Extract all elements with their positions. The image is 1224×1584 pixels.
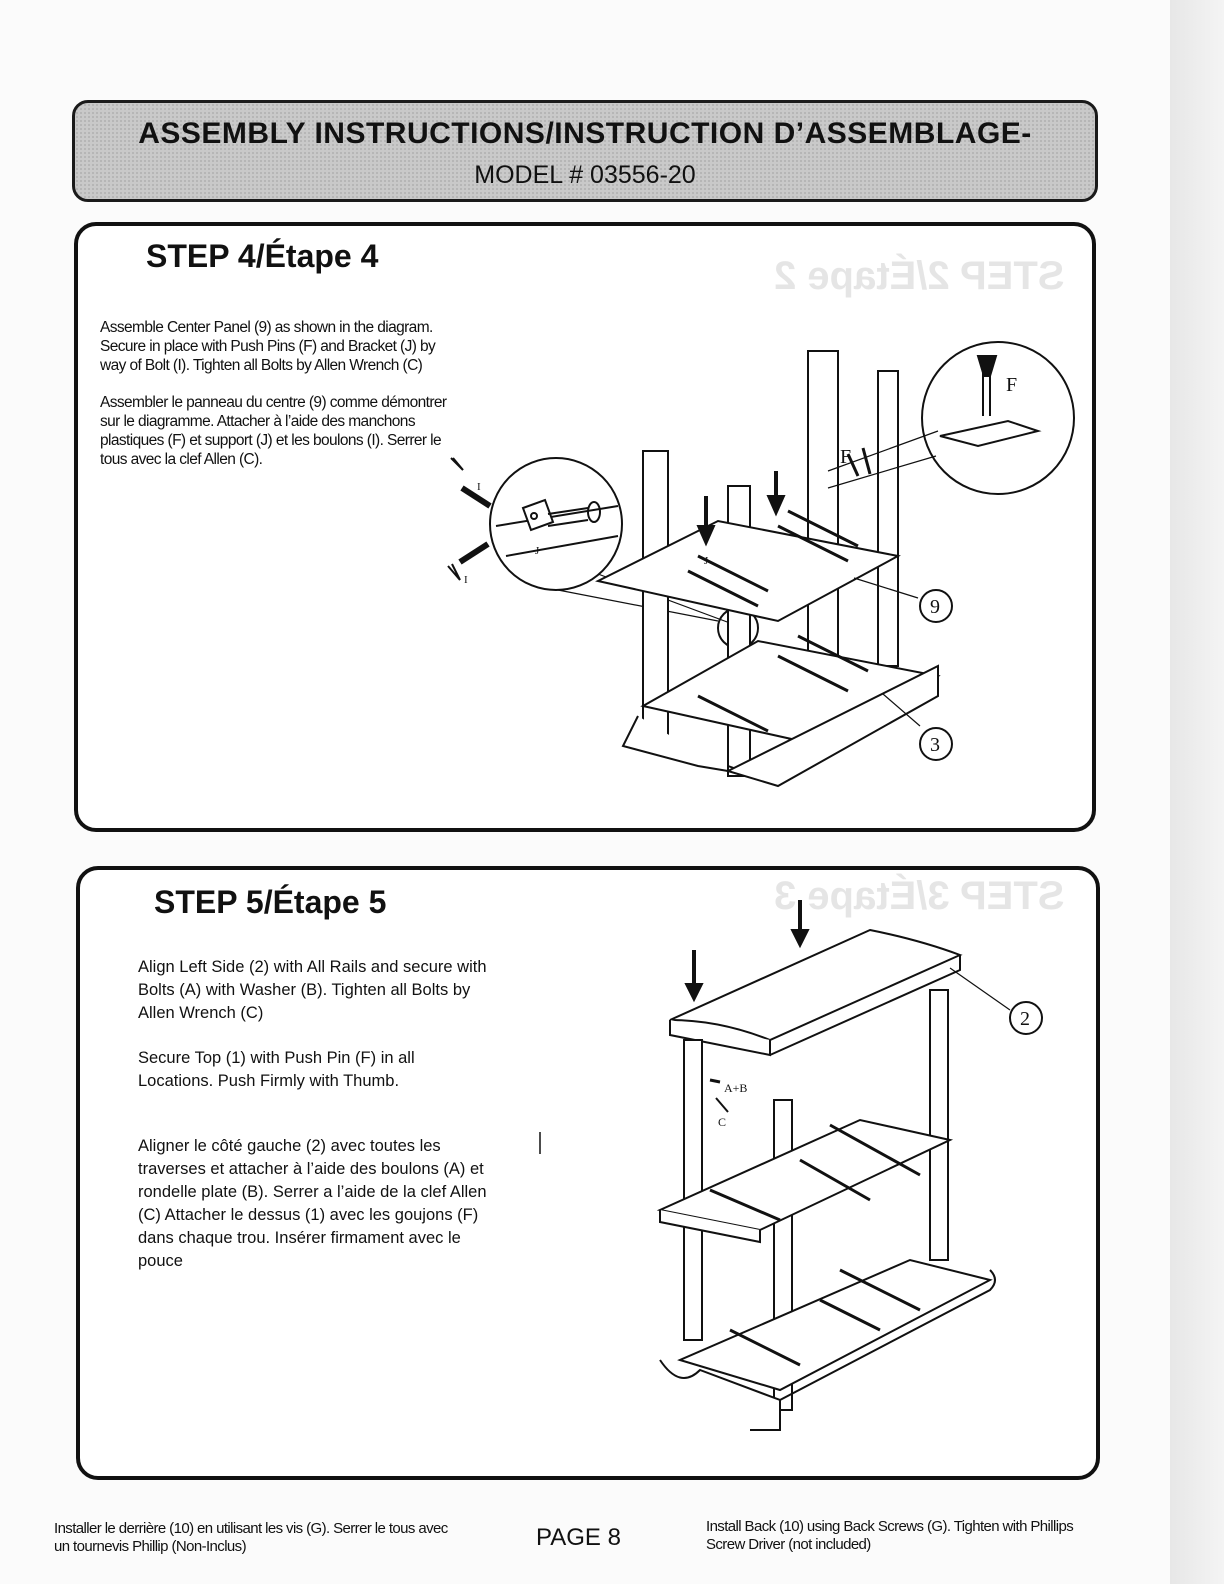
label-part-3: 3 [930,734,940,756]
step-4-bleedthrough-title: STEP 2/Étape 2 [774,254,1065,298]
step-5-text-en-2: Secure Top (1) with Push Pin (F) in all Locations. Push Firmly with Thumb. [138,1049,415,1090]
step-4-diagram [78,226,1092,828]
left-front-post [684,1040,702,1340]
label-c: C [718,1115,727,1129]
label-i-bottom: I [464,574,468,586]
step-5-title: STEP 5/Étape 5 [154,884,387,920]
bolt-i-top [462,488,490,506]
footer-instruction-fr: Installer le derrière (10) en utilisant les vis (G). Serrer le tous avec un tournevis Phillip (Non-Inclus) [54,1520,448,1555]
step-4-panel [74,222,1096,832]
step-5-diagram [80,870,1096,1476]
push-pin-detail-circle [922,342,1074,494]
step-4-text-fr: Assembler le panneau du centre (9) comme démontrer sur le diagramme. Attacher à l’aide des manchons plastiques (F) et support (J) et les boulons (I). Serrer le tous avec la clef Allen (C). [100,394,447,468]
bolt-i-bottom [460,544,488,562]
top-1 [670,930,960,1040]
page-edge-shadow [1170,0,1224,1584]
step-5-text-fr: Aligner le côté gauche (2) avec toutes les traverses et attacher à l’aide des boulons (A) et rondelle plate (B). Serrer a l’aide de la clef Allen (C) Attacher le dessus (1) avec les goujons (F) dans chaque trou. Insérer firmament avec le pouce [138,1137,487,1270]
step-4-title: STEP 4/Étape 4 [146,238,379,274]
step-5-panel [76,866,1100,1480]
label-f-mid: F [840,446,852,468]
right-post [930,990,948,1260]
right-back-post [808,351,838,656]
label-f-top: F [1006,374,1018,396]
step-5-bleedthrough-title: STEP 3/Étape 3 [774,874,1065,918]
label-part-2: 2 [1020,1008,1030,1030]
header-banner [72,100,1098,202]
label-j-panel: J [704,555,709,567]
base-left [623,716,728,771]
footer-instruction-en: Install Back (10) using Back Screws (G). Tighten with Phillips Screw Driver (not included) [706,1518,1074,1553]
page-number: PAGE 8 [536,1524,621,1551]
step-5-text-en-1: Align Left Side (2) with All Rails and secure with Bolts (A) with Washer (B). Tighten all Bolts by Allen Wrench (C) [138,958,487,1022]
label-a-plus-b: A+B [724,1081,748,1095]
middle-shelf [660,1120,950,1230]
label-i-top: I [477,481,481,493]
right-front-post [878,371,898,666]
header-title: ASSEMBLY INSTRUCTIONS/INSTRUCTION D’ASSEMBLAGE- [138,117,1032,150]
model-number: MODEL # 03556-20 [474,161,696,189]
step-4-text-en: Assemble Center Panel (9) as shown in the diagram. Secure in place with Push Pins (F) and Bracket (J) by way of Bolt (I). Tighten all Bolts by Allen Wrench (C) [100,319,436,374]
label-part-9: 9 [930,596,940,618]
label-j-detail: J [535,545,540,557]
